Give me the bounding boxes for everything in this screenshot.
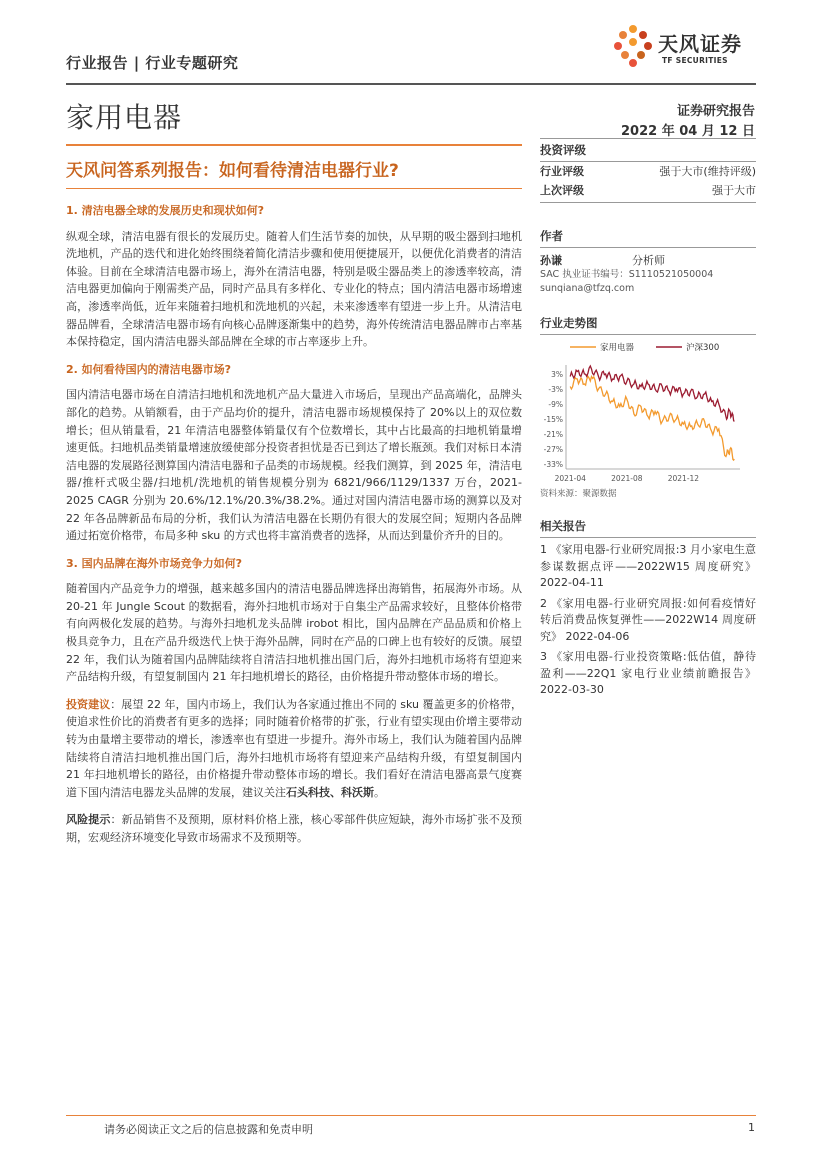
company-logo xyxy=(610,22,760,72)
related-report-item[interactable]: 3 《家用电器-行业投资策略:低估值，静待盈利——22Q1 家电行业业绩前瞻报告》 2022-03-30 xyxy=(540,650,756,696)
document-title: 天风问答系列报告：如何看待清洁电器行业? xyxy=(66,161,399,181)
y-tick-label: -15% xyxy=(543,415,563,424)
chart-title: 行业走势图 xyxy=(540,312,756,335)
rating-row xyxy=(540,181,756,203)
y-tick-label: -21% xyxy=(543,430,563,439)
footer-disclaimer: 请务必阅读正文之后的信息披露和免责申明 xyxy=(104,1123,313,1136)
section-body-1: 纵观全球，清洁电器有很长的发展历史。随着人们生活节奏的加快，从早期的吸尘器到扫地机洗地机，产品的迭代和进化始终围绕着简化清洁步骤和使用便捷展开，以便优化消费者的清洁体验。目前在全球清洁电器市场上，海外在清洁电器，特别是吸尘器品类上的渗透率较高，清洁电器更加偏向于刚需类产品，同时产品具有多样化、专业化的特点；国内清洁电器市场增速高，渗透率尚低，近年来随着扫地机和洗地机的兴起，未来渗透率有望进一步上升。从清洁电器品牌看，全球清洁电器市场有向核心品牌逐渐集中的趋势，海外传统清洁电器品牌市占率基本保持稳定，国内清洁电器头部品牌在全球的市占率逐步上升。 xyxy=(66,229,522,349)
series-line xyxy=(570,366,734,422)
y-tick-label: 3% xyxy=(551,370,563,379)
main-content xyxy=(66,200,522,857)
legend-label: 家用电器 xyxy=(600,343,635,353)
related-title: 相关报告 xyxy=(540,515,756,538)
title-rule-bottom xyxy=(66,188,522,189)
y-tick-label: -3% xyxy=(548,385,563,394)
risk-body: ：新品销售不及预期，原材料价格上涨，核心零部件供应短缺，海外市场扩张不及预期，宏观经济环境变化导致市场需求不及预期等。 xyxy=(66,813,522,844)
header-divider xyxy=(66,83,756,85)
section-body-3: 随着国内产品竞争力的增强，越来越多国内的清洁电器品牌选择出海销售，拓展海外市场。从 20-21 年 Jungle Scout 的数据看，海外扫地机市场对于自集尘产品需求较好，且整体价格带有向两极化发展的趋势。与海外扫地机龙头品牌 irobot 相比，国内品牌在产品品质和价格上极具竞争力，且在产品升级迭代上快于海外品牌，同时在产品的口碑上也有较好的反馈。展望 22 年，我们认为随着国内品牌陆续将自清洁扫地机推出国门后，海外扫地机市场将有望迎来产品结构升级，有望复制国内 21 年扫地机增长的路径，由价格提升带动整体市场的增长。 xyxy=(66,582,522,684)
author-role: 分析师 xyxy=(632,254,665,267)
rating-key: 行业评级 xyxy=(540,165,584,178)
rating-row xyxy=(540,162,756,181)
rating-value: 强于大市(维持评级) xyxy=(659,165,756,178)
risk-warning xyxy=(66,811,522,846)
section-heading-2: 2. 如何看待国内的清洁电器市场? xyxy=(66,362,232,376)
author-name: 孙谦 xyxy=(540,254,562,267)
author-email[interactable]: sunqiana@tfzq.com xyxy=(540,283,635,294)
rating-value: 强于大市 xyxy=(712,184,756,197)
rating-key: 上次评级 xyxy=(540,184,584,197)
title-rule-top xyxy=(66,144,522,146)
investment-body: ：展望 22 年，国内市场上，我们认为各家通过推出不同的 sku 覆盖更多的价格带，使追求性价比的消费者有更多的选择；同时随着价格带的扩张，行业有望实现由价增主要带动转为由量增主要带动的增长，渗透率也有望进一步提升。海外市场上，我们认为随着国内品牌陆续将自清洁扫地机推出国门后，海外扫地机市场将有望迎来产品结构升级，有望复制国内 21 年扫地机增长的路径，由价格提升带动整体市场的增长。我们看好在清洁电器高景气度赛道下国内清洁电器龙头品牌的发展，建议关注 xyxy=(66,697,523,799)
trend-chart xyxy=(540,335,756,485)
related-report-item[interactable]: 2 《家用电器-行业研究周报:如何看疫情好转后消费品恢复弹性——2022W14 周度研究》 2022-04-06 xyxy=(540,596,756,643)
section-heading-1: 1. 清洁电器全球的发展历史和现状如何? xyxy=(66,204,265,217)
author-row xyxy=(540,252,756,268)
section-heading-3: 3. 国内品牌在海外市场竞争力如何? xyxy=(66,556,243,570)
investment-stocks: 石头科技、科沃斯 xyxy=(286,785,374,799)
investment-advice xyxy=(66,696,522,802)
sidebar xyxy=(540,138,756,699)
rating-title: 投资评级 xyxy=(540,138,756,162)
investment-label: 投资建议 xyxy=(66,697,111,711)
author-title: 作者 xyxy=(540,225,756,248)
x-tick-label: 2021-12 xyxy=(667,474,700,483)
logo-mark-icon xyxy=(610,22,656,68)
risk-label: 风险提示 xyxy=(66,813,111,827)
author-cert: SAC 执业证书编号：S1110521050004 xyxy=(540,269,714,280)
page-number: 1 xyxy=(748,1121,755,1134)
logo-text-en: TF SECURITIES xyxy=(662,56,728,65)
y-tick-label: -33% xyxy=(543,460,563,469)
investment-end: 。 xyxy=(374,785,385,799)
y-tick-label: -9% xyxy=(548,400,563,409)
logo-text-cn: 天风证券 xyxy=(658,32,742,56)
legend-label: 沪深300 xyxy=(686,343,720,353)
report-type: 证券研究报告 xyxy=(676,104,755,119)
x-tick-label: 2021-04 xyxy=(554,474,586,483)
chart-source: 资料来源：聚源数据 xyxy=(540,489,617,499)
industry-title: 家用电器 xyxy=(66,101,183,134)
report-category: 行业报告 | 行业专题研究 xyxy=(66,54,239,72)
trend-chart-svg xyxy=(540,335,756,485)
section-body-2: 国内清洁电器市场在自清洁扫地机和洗地机产品大量进入市场后，呈现出产品高端化，品牌头部化的趋势。从销额看，由于产品均价的提升，清洁电器市场规模保持了 20%以上的双位数增长；但从销量看，21 年清洁电器整体销量仅有个位数增长，其中占比最高的扫地机销量增速更低。扫地机品类销量增速放缓使部分投资者担忧是否已到达了增长瓶颈。我们对标日本清洁电器的发展路径测算国内清洁电器和子品类的市场规模。经我们测算，到 2025 年，清洁电器/推杆式吸尘器/扫地机/洗地机的销售规模分别为 6821/966/1129/1337 万台，2021-2025 CAGR 分别为 20.6%/12.1%/20.3%/38.2%。通过对国内清洁电器市场的测算以及对 22 年各品牌新品布局的分析，我们认为清洁电器在长期仍有很大的发展空间；短期内各品牌通过拓宽价格带，布局多种 sku 的方式也将丰富消费者的选择，从而达到量价齐升的目的。 xyxy=(66,388,522,543)
report-date: 2022 年 04 月 12 日 xyxy=(621,124,755,139)
footer-divider xyxy=(66,1115,756,1116)
related-report-item[interactable]: 1 《家用电器-行业研究周报:3 月小家电生意参谋数据点评——2022W15 周度研究》 2022-04-11 xyxy=(540,543,756,589)
y-tick-label: -27% xyxy=(543,445,563,454)
x-tick-label: 2021-08 xyxy=(611,474,643,483)
